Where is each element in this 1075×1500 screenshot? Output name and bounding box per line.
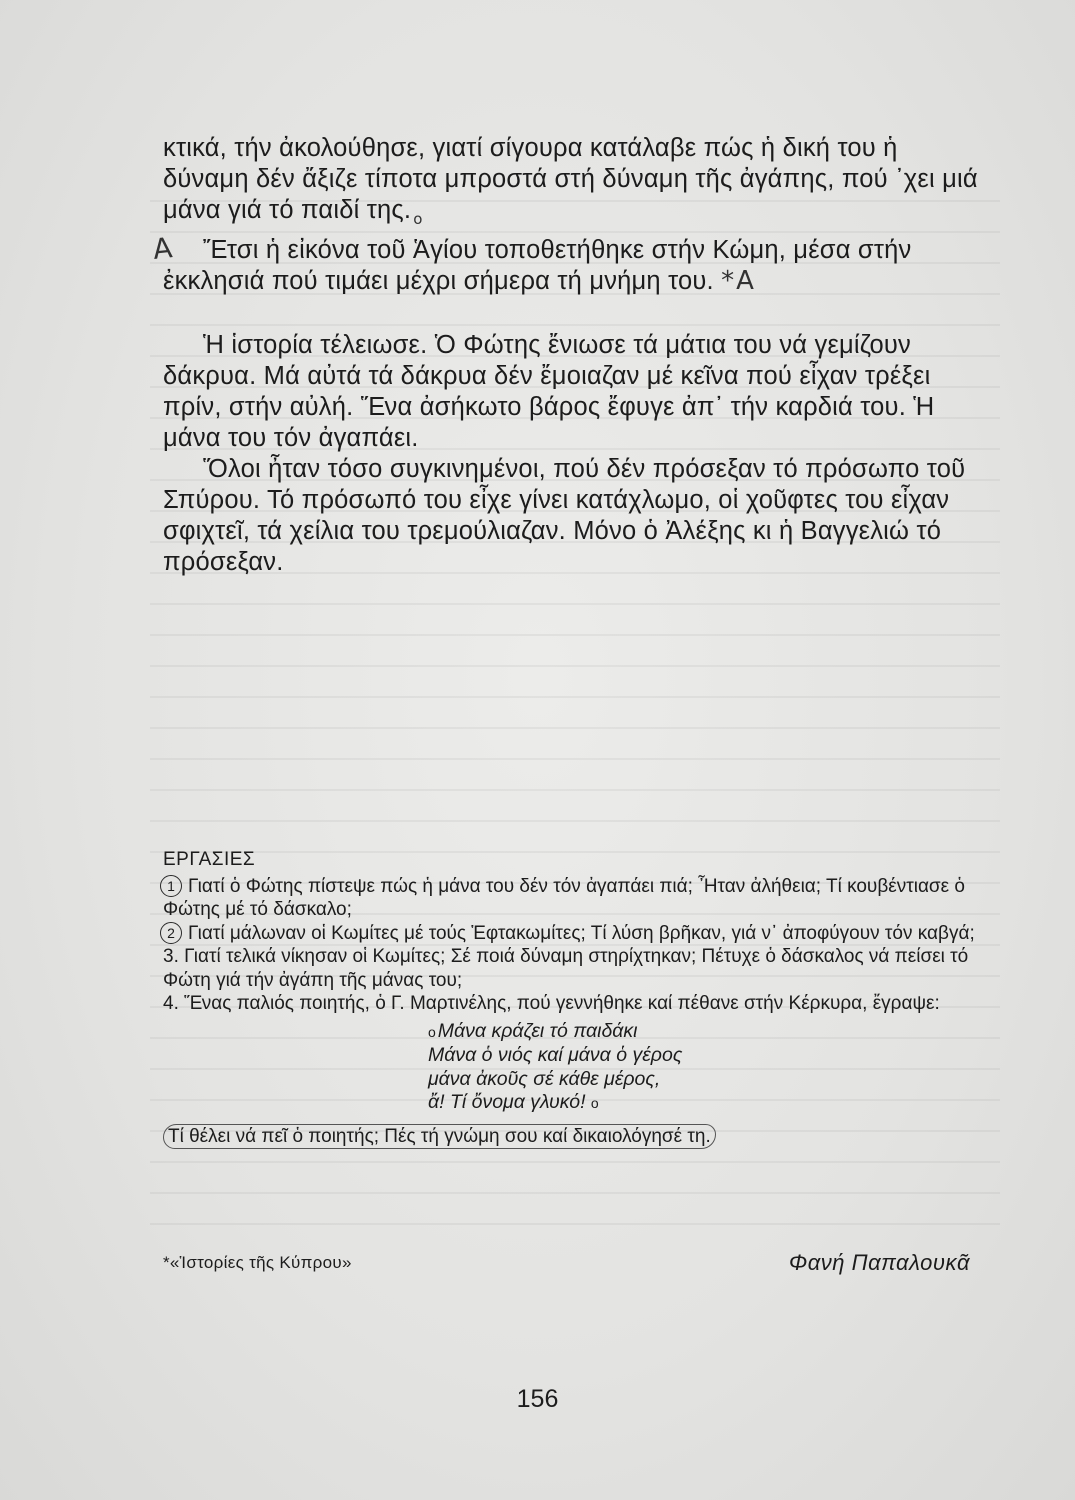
poem-line-2: Μάνα ὁ νιός καί μάνα ὁ γέρος — [428, 1044, 683, 1066]
exercise-2: 2 Γιατί μάλωναν οἱ Κωμίτες μέ τούς Ἑφτακωμίτες; Τί λύση βρῆκαν, γιά ν᾽ ἀποφύγουν τόν καβγά; — [163, 922, 978, 946]
story-paragraph-3: Ἡ ἱστορία τέλειωσε. Ὁ Φώτης ἔνιωσε τά μάτια του νά γεμίζουν δάκρυα. Μά αὐτά τά δάκρυα δέν ἔμοιαζαν μέ κεῖνα πού εἶχαν τρέξει πρίν, στήν αὐλή. Ἕνα ἀσήκωτο βάρος ἔφυγε ἀπ᾽ τήν καρδιά του. Ἡ μάνα του τόν ἀγαπάει. — [163, 331, 935, 452]
poem-line-4: ἄ! Τί ὄνομα γλυκό! o — [428, 1091, 599, 1113]
handwritten-circle-mark: o — [590, 1095, 599, 1111]
author-name: Φανή Παπαλουκᾶ — [788, 1250, 970, 1275]
footnote: *«Ἱστορίες τῆς Κύπρου» — [163, 1253, 352, 1272]
handwritten-circle-mark: o — [428, 1023, 436, 1040]
story-paragraph-1: κτικά, τήν ἀκολούθησε, γιατί σίγουρα κατάλαβε πώς ἡ δική του ἡ δύναμη δέν ἄξιζε τίποτα μπροστά στή δύναμη τῆς ἀγάπης, πού ᾽χει μιά μάνα γιά τό παιδί της. $_o$ — [163, 134, 978, 228]
poem-line-3: μάνα ἀκοῦς σέ κάθε μέρος, — [428, 1067, 661, 1090]
poem — [428, 1020, 978, 1116]
exercise-3: 3. Γιατί τελικά νίκησαν οἱ Κωμίτες; Σέ ποιά δύναμη στηρίχτηκαν; Πέτυχε ὁ δάσκαλος νά πείσει τό Φώτη γιά τήν ἀγάπη τῆς μάνας του; — [163, 946, 969, 991]
exercise-1: 1 Γιατί ὁ Φώτης πίστεψε πώς ἡ μάνα του δέν τόν ἀγαπάει πιά; Ἦταν ἀλήθεια; Τί κουβέντιασε ὁ Φώτης μέ τό δάσκαλο; — [163, 875, 978, 922]
circled-number-2: 2 — [160, 922, 182, 944]
exercises-section — [163, 848, 978, 1149]
exercises-heading: ΕΡΓΑΣΙΕΣ — [163, 849, 256, 870]
handwritten-a-mark: A — [151, 231, 175, 266]
story-text — [151, 133, 978, 578]
story-paragraph-4: Ὅλοι ἦταν τόσο συγκινημένοι, πού δέν πρόσεξαν τό πρόσωπο τοῦ Σπύρου. Τό πρόσωπό του εἶχε γίνει κατάχλωμο, οἱ χοῦφτες του εἶχαν σφιχτεῖ, τά χείλια του τρεμούλιαζαν. Μόνο ὁ Ἀλέξης κι ἡ Βαγγελιώ τό πρόσεξαν. — [163, 455, 966, 576]
circled-number-1: 1 — [160, 875, 182, 897]
handwritten-star-a-mark: *A — [721, 266, 756, 296]
story-paragraph-2: Ἔτσι ἡ εἰκόνα τοῦ Ἁγίου τοποθετήθηκε στήν Κώμη, μέσα στήν ἐκκλησιά πού τιμάει μέχρι σήμερα τή μνήμη του. *A — [163, 236, 912, 296]
circled-question: Τί θέλει νά πεῖ ὁ ποιητής; Πές τή γνώμη σου καί δικαιολόγησέ τη. — [163, 1124, 716, 1150]
handwritten-circle-mark: o — [413, 210, 423, 228]
page-number: 156 — [516, 1385, 559, 1413]
exercise-4: 4. Ἕνας παλιός ποιητής, ὁ Γ. Μαρτινέλης, πού γεννήθηκε καί πέθανε στήν Κέρκυρα, ἔγραψε: — [163, 993, 940, 1014]
poem-line-1: o Μάνα κράζει τό παιδάκι — [428, 1019, 638, 1042]
